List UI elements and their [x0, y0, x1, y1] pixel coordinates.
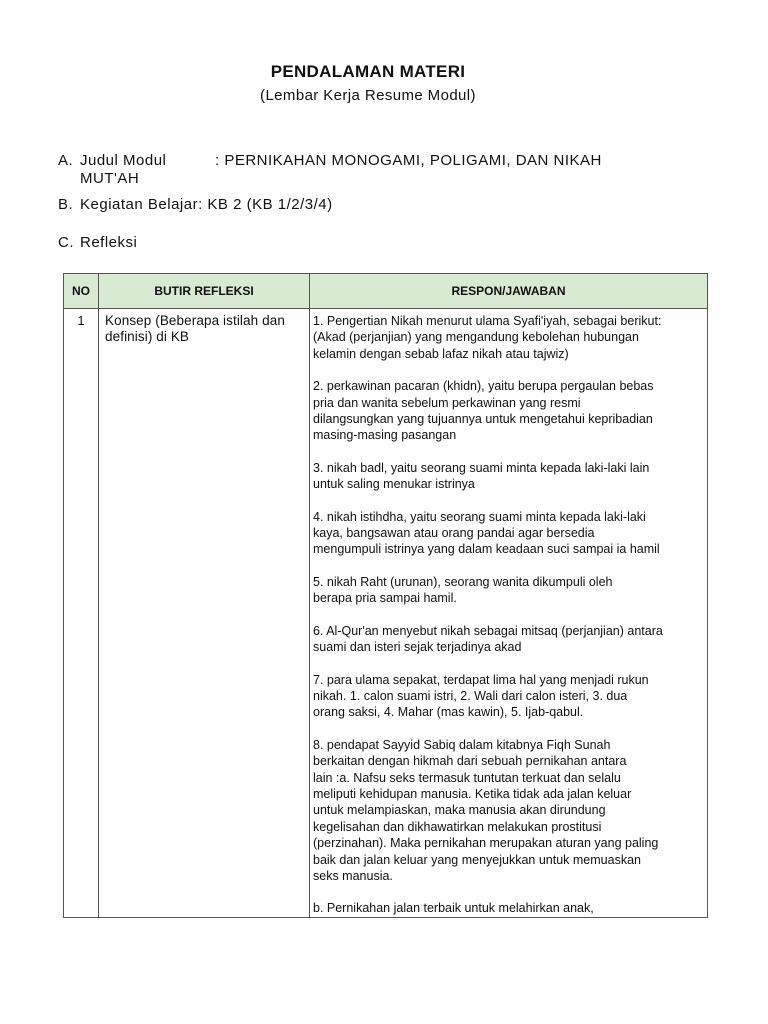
response-paragraph: 3. nikah badl, yaitu seorang suami minta kepada laki-laki lain untuk saling menukar istrinya — [313, 460, 650, 492]
reflection-heading: Refleksi — [80, 234, 138, 251]
response-paragraph: 1. Pengertian Nikah menurut ulama Syafi'iyah, sebagai berikut: (Akad (perjanjian) yang mengandung kebolehan hubungan kelamin dengan sebab lafaz nikah atau tajwiz) — [313, 314, 662, 361]
reflection-table — [63, 273, 708, 918]
page-subtitle: (Lembar Kerja Resume Modul) — [260, 87, 476, 104]
section-module-title — [58, 152, 718, 188]
table-header-row — [64, 274, 708, 309]
module-title-continuation: MUT'AH — [80, 170, 140, 187]
response-paragraph: b. Pernikahan jalan terbaik untuk melahirkan anak, — [313, 901, 594, 916]
page-title: PENDALAMAN MATERI — [270, 62, 466, 81]
response-paragraph: 8. pendapat Sayyid Sabiq dalam kitabnya Fiqh Sunah berkaitan dengan hikmah dari sebuah pernikahan antara lain :a. Nafsu seks termasuk tuntutan terkuat dan selalu meliputi kehidupan manusia. Ketika tidak ada jalan keluar untuk melampiaskan, maka manusia akan dirundung kegelisahan dan dikhawatirkan melakukan prostitusi (perzinahan). Maka pernikahan merupakan aturan yang paling baik dan jalan keluar yang menyejukkan untuk memuaskan seks manusia. — [313, 737, 659, 883]
response-paragraph: 7. para ulama sepakat, terdapat lima hal yang menjadi rukun nikah. 1. calon suami istri, 2. Wali dari calon isteri, 3. dua orang saksi, 4. Mahar (mas kawin), 5. Ijab-qabul. — [313, 672, 649, 720]
header-respon-jawaban: RESPON/JAWABAN — [310, 274, 708, 309]
module-title-label: Judul Modul — [80, 152, 167, 169]
module-title-value: : PERNIKAHAN MONOGAMI, POLIGAMI, DAN NIKAH — [215, 152, 602, 169]
learning-activity-text: Kegiatan Belajar: KB 2 (KB 1/2/3/4) — [80, 196, 333, 213]
section-reflection — [58, 234, 137, 252]
row-respon — [310, 309, 708, 918]
header-no: NO — [64, 274, 99, 309]
response-paragraph: 6. Al-Qur'an menyebut nikah sebagai mitsaq (perjanjian) antara suami dan isteri sejak terjadinya akad — [313, 623, 663, 655]
response-paragraph: 2. perkawinan pacaran (khidn), yaitu berupa pergaulan bebas pria dan wanita sebelum perkawinan yang resmi dilangsungkan yang tujuannya untuk mengetahui kepribadian masing-masing pasangan — [313, 379, 654, 443]
table-row — [64, 309, 708, 918]
section-a-marker: A. — [58, 152, 74, 169]
row-butir: Konsep (Beberapa istilah dan definisi) di KB — [99, 309, 310, 918]
response-paragraph: 5. nikah Raht (urunan), seorang wanita dikumpuli oleh berapa pria sampai hamil. — [313, 574, 613, 606]
row-number: 1 — [64, 309, 99, 918]
response-paragraph: 4. nikah istihdha, yaitu seorang suami minta kepada laki-laki kaya, bangsawan atau orang pandai agar bersedia mengumpuli istrinya yang dalam keadaan suci sampai ia hamil — [313, 509, 660, 557]
section-b-marker: B. — [58, 196, 74, 213]
header-butir-refleksi: BUTIR REFLEKSI — [99, 274, 310, 309]
section-c-marker: C. — [58, 234, 74, 251]
section-learning-activity — [58, 196, 333, 214]
